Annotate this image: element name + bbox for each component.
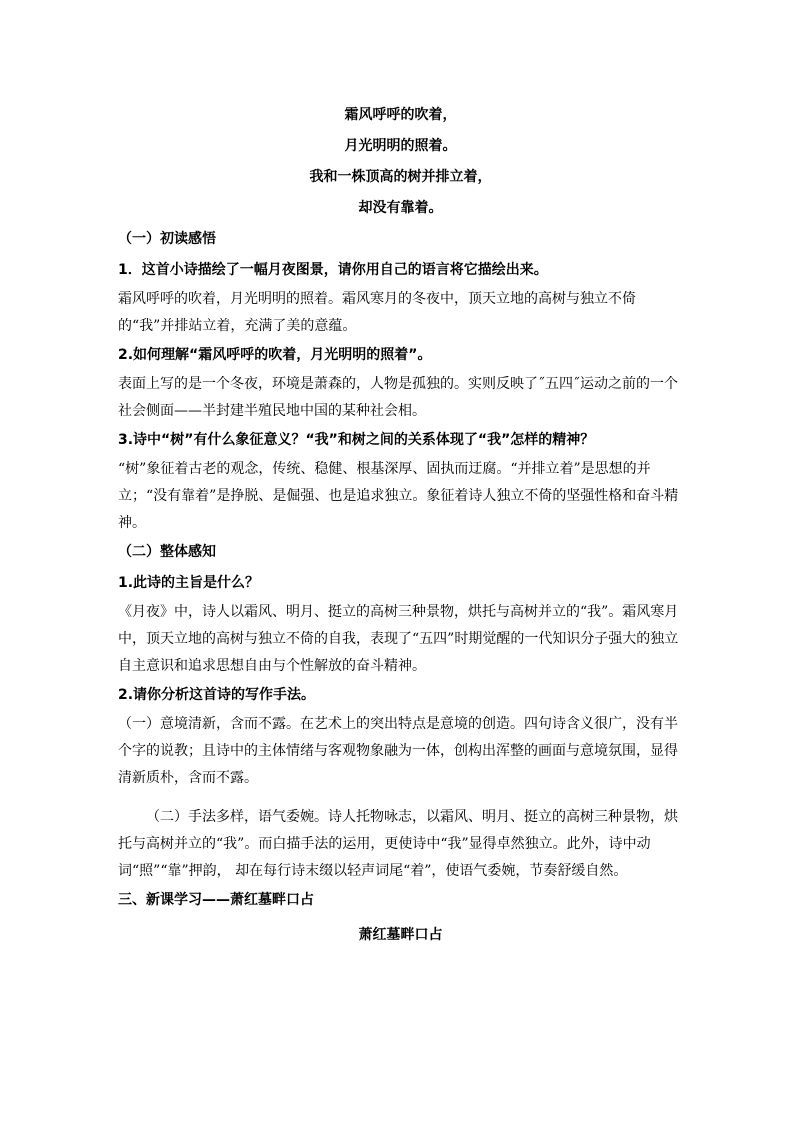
answer-1: 霜风呼呼的吹着，月光明明的照着。霜风寒月的冬夜中，顶天立地的高树与独立不倚的“我”并排站立着，充满了美的意蕴。 (118, 291, 636, 334)
question-2: 2.如何理解“霜风呼呼的吹着，月光明明的照着”。 (118, 347, 432, 363)
answer-theme: 《月夜》中，诗人以霜风、明月、挺立的高树三种景物，烘托与高树并立的“我”。霜风寒月中，顶天立地的高树与独立不倚的自我，表现了“五四”时期觉醒的一代知识分子强大的独立自主意识和追求思想自由与个性解放的奋斗精神。 (118, 604, 679, 674)
question-1: 1．这首小诗描绘了一幅月夜图景，请你用自己的语言将它描绘出来。 (118, 262, 548, 278)
answer-technique-2: （二）手法多样，语气委婉。诗人托物咏志，以霜风、明月、挺立的高树三种景物，烘托与高树并立的“我”。而白描手法的运用，更使诗中“我”显得卓然独立。此外，诗中动词“照”“靠”押韵， 却在每行诗末缀以轻声词尾“着”，使语气委婉，节奏舒缓自然。 (118, 809, 678, 879)
question-technique: 2.请你分析这首诗的写作手法。 (118, 687, 316, 703)
section-new-lesson (118, 885, 683, 951)
question-theme: 1.此诗的主旨是什么？ (118, 575, 260, 591)
section-heading-overall-perception: （二）整体感知 (118, 544, 216, 560)
section-heading-new-lesson: 三、新课学习——萧红墓畔口占 (118, 892, 314, 908)
poem-line-2: 月光明明的照着。 (344, 138, 457, 154)
section-initial-reading (118, 224, 683, 537)
section-overall-perception (118, 537, 683, 885)
section-heading-initial-reading: （一）初读感悟 (118, 231, 216, 247)
poem-line-4: 却没有靠着。 (358, 200, 443, 216)
question-3: 3.诗中“树”有什么象征意义？“我”和树之间的关系体现了“我”怎样的精神？ (118, 432, 595, 448)
answer-2: 表面上写的是一个冬夜，环境是萧森的，人物是孤独的。实则反映了˝五四˝运动之前的一个社会侧面——半封建半殖民地中国的某种社会相。 (118, 376, 678, 419)
new-lesson-title: 萧红墓畔口占 (358, 927, 443, 943)
answer-technique-1: （一）意境清新，含而不露。在艺术上的突出特点是意境的创造。四句诗含义很广，没有半个字的说教；且诗中的主体情绪与客观物象融为一体，创构出浑整的画面与意境氛围，显得清新质朴，含而不露。 (118, 716, 678, 786)
poem-line-1: 霜风呼呼的吹着， (344, 107, 457, 123)
poem (118, 100, 683, 224)
answer-3: “树”象征着古老的观念，传统、稳健、根基深厚、固执而迂腐。“并排立着”是思想的并立；“没有靠着”是挣脱、是倔强、也是追求独立。象征着诗人独立不倚的坚强性格和奋斗精神。 (118, 461, 679, 531)
poem-line-3: 我和一株顶高的树并排立着， (309, 169, 492, 185)
document-content (118, 100, 683, 951)
